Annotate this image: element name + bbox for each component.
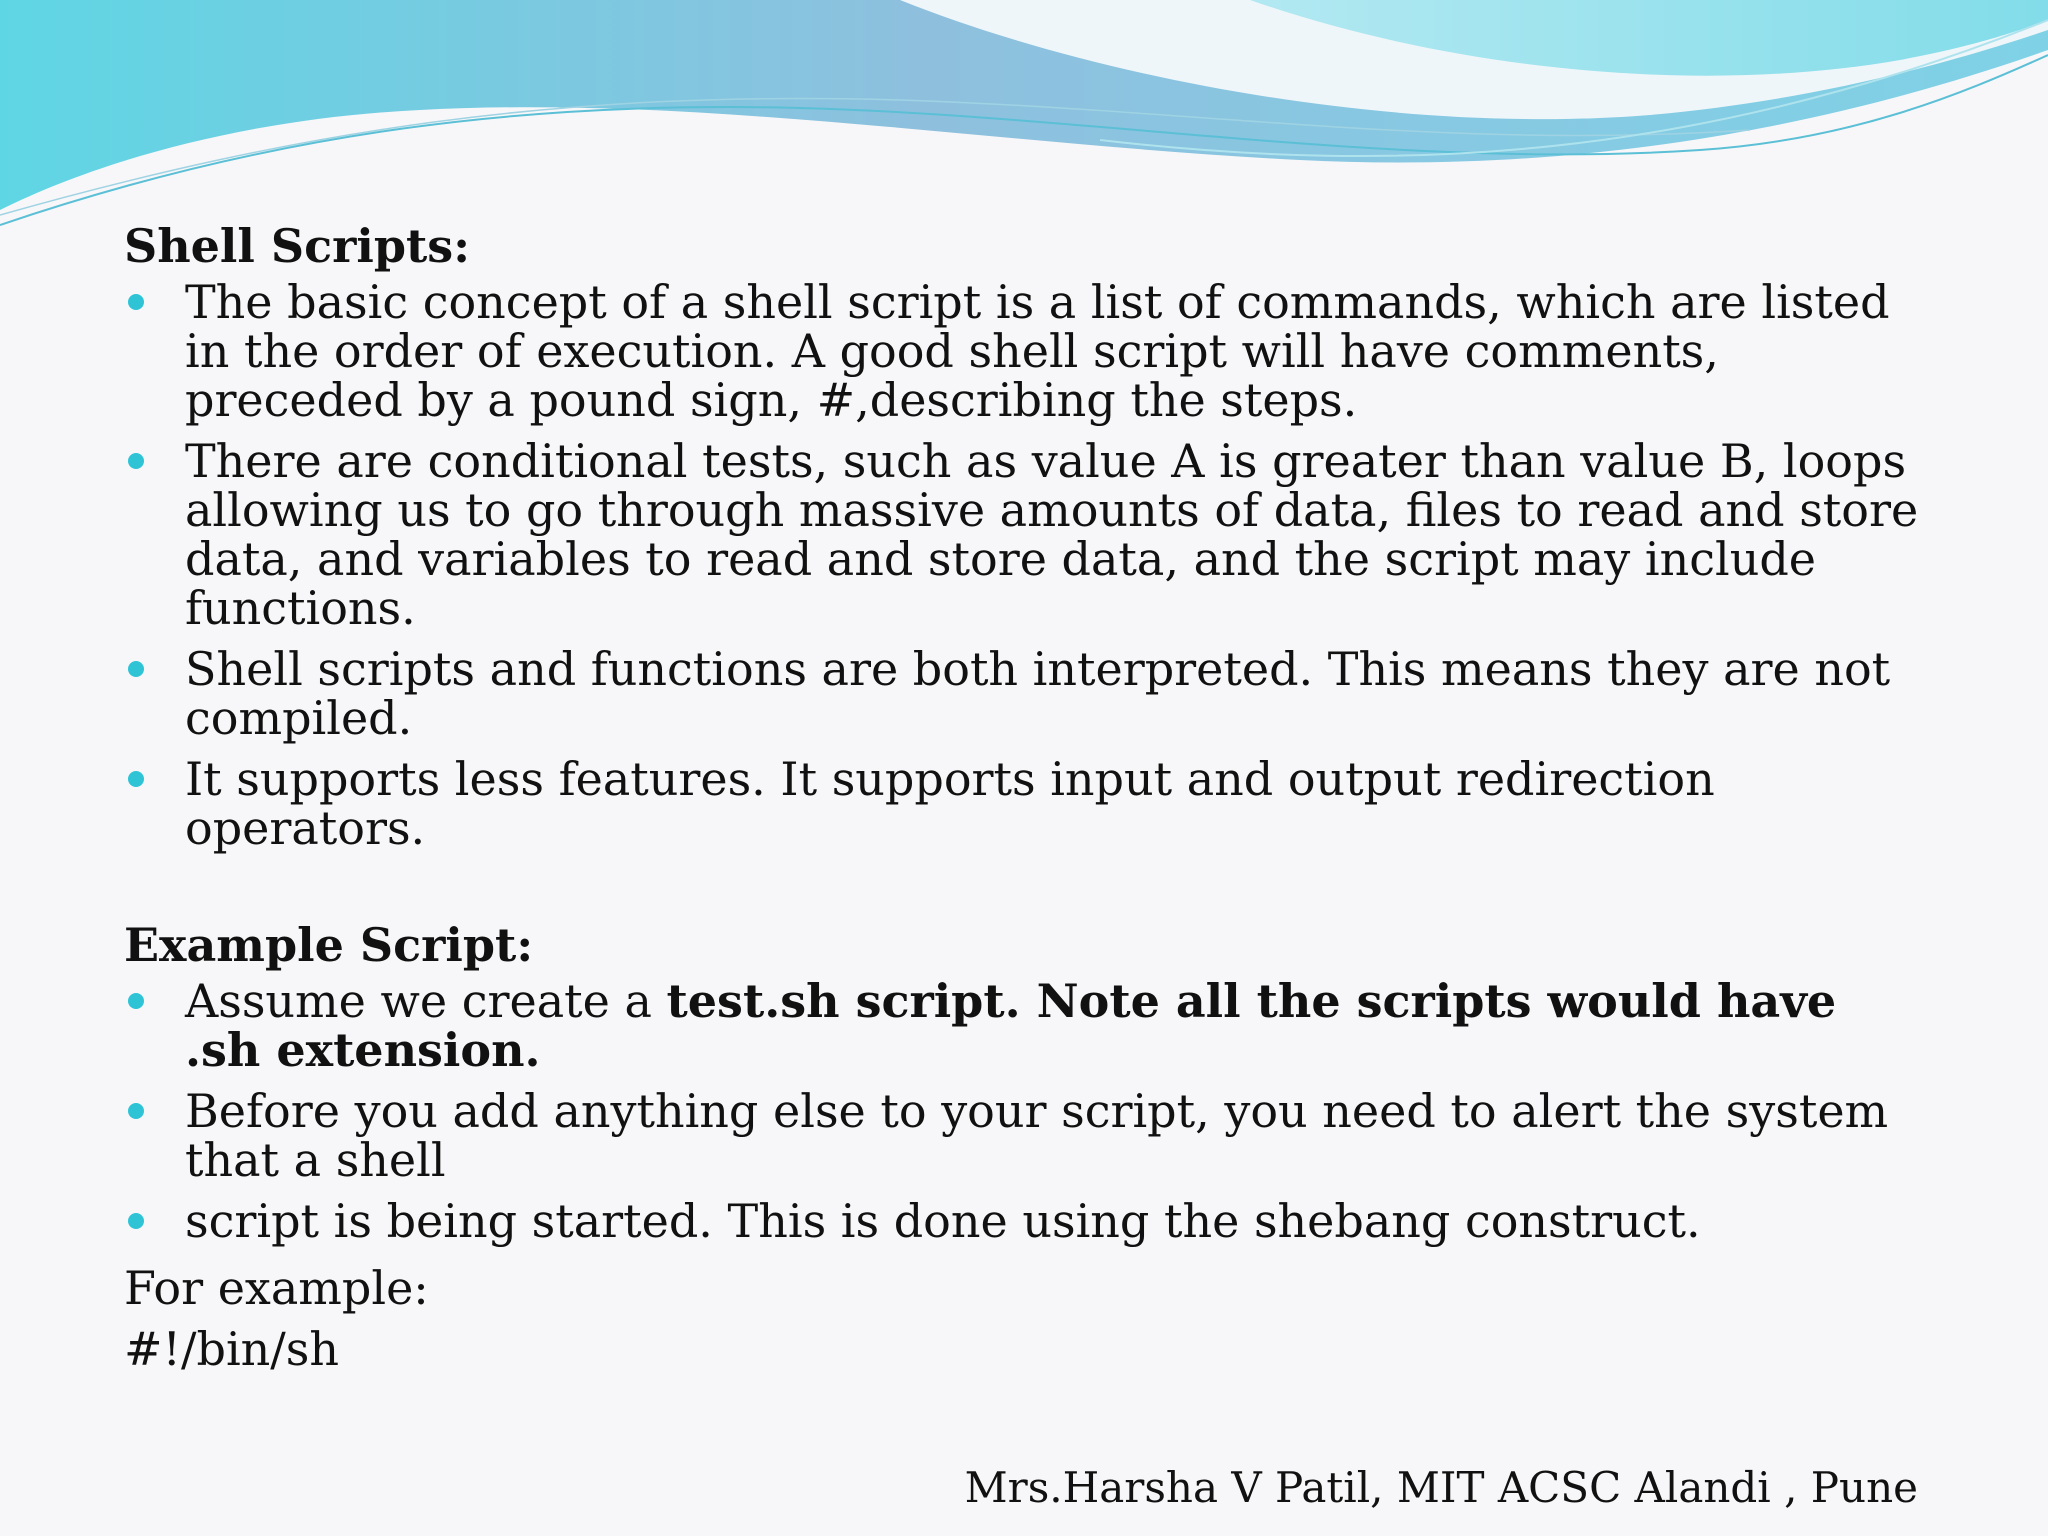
header-wave-decoration xyxy=(0,0,2048,240)
list-item: It supports less features. It supports input and output redirection operators. xyxy=(124,755,1924,853)
list-item: Before you add anything else to your script, you need to alert the system that a shell xyxy=(124,1087,1924,1185)
list-item: script is being started. This is done using the shebang construct. xyxy=(124,1197,1924,1246)
footer-author: Mrs.Harsha V Patil, MIT ACSC Alandi , Pune xyxy=(964,1463,1918,1512)
bullet-bold-text: test.sh script. Note all the scripts would have .sh extension. xyxy=(185,974,1837,1077)
shell-scripts-bullet-list xyxy=(124,275,1924,855)
list-item: There are conditional tests, such as value A is greater than value B, loops allowing us to go through massive amounts of data, files to read and store data, and variables to read and store data, and the script may include functions. xyxy=(124,437,1924,633)
section-title-shell-scripts: Shell Scripts: xyxy=(124,219,471,273)
slide-content xyxy=(124,218,1924,1380)
for-example-label: For example: xyxy=(124,1261,429,1315)
list-item: Shell scripts and functions are both interpreted. This means they are not compiled. xyxy=(124,645,1924,743)
example-script-bullet-list xyxy=(124,974,1924,1248)
list-item: The basic concept of a shell script is a list of commands, which are listed in the order of execution. A good shell script will have comments, preceded by a pound sign, #,describing the steps. xyxy=(124,278,1924,425)
shebang-line: #!/bin/sh xyxy=(124,1322,340,1376)
list-item xyxy=(124,974,1924,1077)
section-title-example-script: Example Script: xyxy=(124,918,534,972)
bullet-text: Assume we create a xyxy=(185,974,667,1028)
